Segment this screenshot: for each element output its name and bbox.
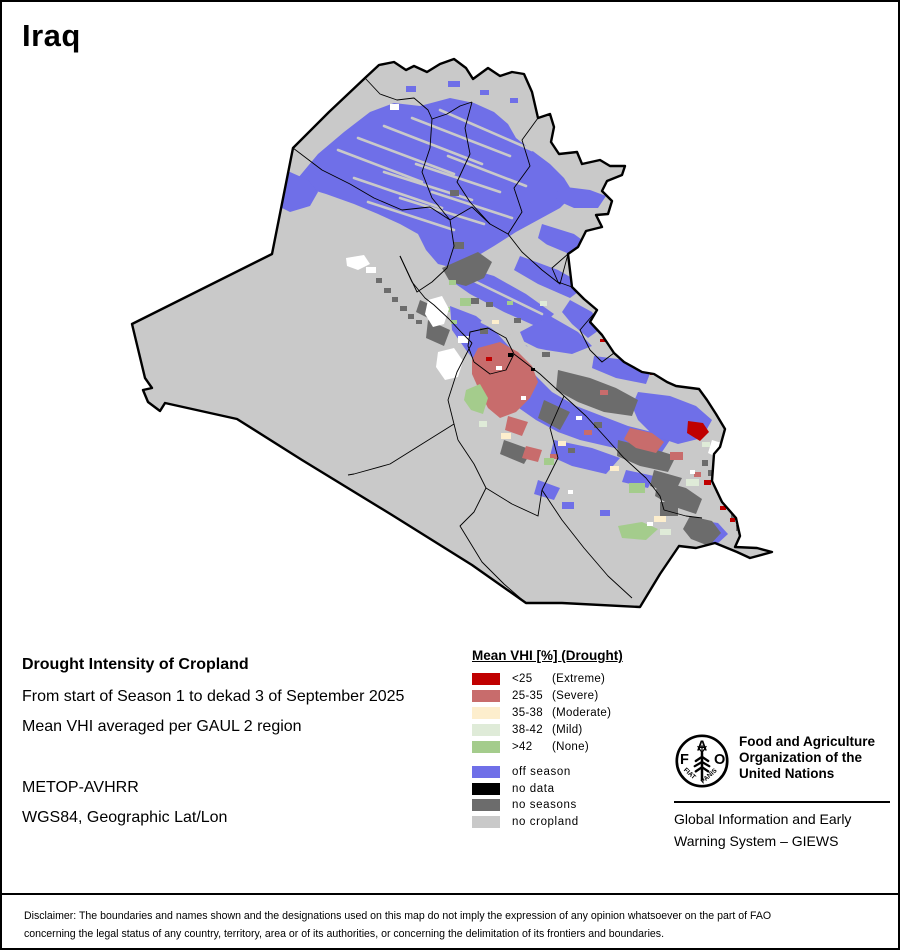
legend-severity: (None) [552, 740, 589, 753]
legend-range: 35-38 [512, 706, 543, 719]
swatch-no-data [472, 783, 500, 795]
legend-label: no cropland [512, 815, 579, 828]
legend-row-no-seasons [472, 797, 672, 814]
fao-letter-o: O [713, 752, 726, 769]
legend-severity: (Severe) [552, 689, 599, 702]
giews-line: Global Information and Early [674, 811, 852, 827]
legend-row-none [472, 738, 672, 755]
legend-row-no-data [472, 781, 672, 798]
fao-motto-fiat: FIAT [681, 766, 697, 782]
fao-divider [674, 801, 890, 803]
page-title: Iraq [22, 18, 81, 53]
fao-org-line: Organization of the [739, 750, 862, 765]
fao-motto-panis: PANIS [699, 767, 719, 786]
giews-line: Warning System – GIEWS [674, 833, 839, 849]
legend-range: <25 [512, 672, 533, 685]
legend-other-classes [472, 764, 672, 830]
legend-row-moderate [472, 704, 672, 721]
legend-label: no seasons [512, 799, 577, 812]
legend-row-severe [472, 687, 672, 704]
iraq-map [2, 2, 900, 642]
legend-severity: (Extreme) [552, 672, 606, 685]
swatch-severe [472, 690, 500, 702]
swatch-off-season [472, 766, 500, 778]
swatch-none [472, 741, 500, 753]
disclaimer-divider [2, 893, 900, 895]
legend-row-mild [472, 721, 672, 738]
legend-label: no data [512, 782, 555, 795]
legend-row-no-cropland [472, 814, 672, 831]
projection-line: WGS84, Geographic Lat/Lon [22, 809, 228, 826]
disclaimer-line: Disclaimer: The boundaries and names shown and the designations used on this map do not imply the expression of any opinion whatsoever on the part of FAO [24, 910, 772, 922]
disclaimer-text [24, 907, 855, 943]
fao-letter-a: A [696, 738, 708, 755]
legend-label: off season [512, 766, 571, 779]
swatch-no-cropland [472, 816, 500, 828]
disclaimer-line: concerning the legal status of any country, territory, area or of its authorities, or concerning the delimitation of its frontiers and boundaries. [24, 928, 665, 940]
fao-org-line: United Nations [739, 766, 835, 781]
legend-range: 25-35 [512, 689, 543, 702]
giews-name [674, 808, 851, 852]
legend-severity: (Mild) [552, 723, 583, 736]
swatch-no-seasons [472, 799, 500, 811]
sensor-line: METOP-AVHRR [22, 779, 139, 796]
fao-logo-icon [674, 733, 730, 789]
swatch-extreme [472, 673, 500, 685]
fao-org-name [739, 734, 875, 782]
aggregation-line: Mean VHI averaged per GAUL 2 region [22, 718, 302, 735]
legend-title: Mean VHI [%] (Drought) [472, 648, 623, 663]
fao-org-line: Food and Agriculture [739, 734, 875, 749]
legend-row-extreme [472, 670, 672, 687]
map-subtitle: Drought Intensity of Cropland [22, 656, 249, 673]
legend-severity: (Moderate) [552, 706, 612, 719]
legend-drought [472, 648, 672, 755]
legend-range: >42 [512, 740, 533, 753]
legend-row-off-season [472, 764, 672, 781]
legend-range: 38-42 [512, 723, 543, 736]
fao-letter-f: F [679, 752, 689, 769]
period-line: From start of Season 1 to dekad 3 of September 2025 [22, 688, 405, 705]
swatch-mild [472, 724, 500, 736]
swatch-moderate [472, 707, 500, 719]
